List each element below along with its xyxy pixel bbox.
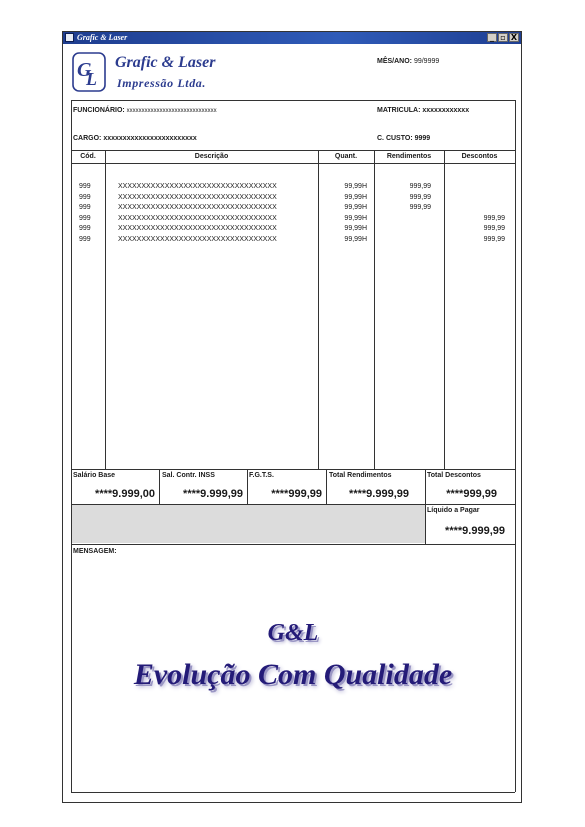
matricula-field	[377, 107, 469, 114]
funcionario-label: FUNCIONÁRIO:	[73, 107, 125, 114]
minimize-button[interactable]: _	[487, 33, 497, 42]
cell-desc: XXXXXXXXXXXXXXXXXXXXXXXXXXXXXXXXXX	[118, 214, 277, 222]
funcionario-value: xxxxxxxxxxxxxxxxxxxxxxxxxxxxxx	[126, 108, 217, 114]
slogan-brand: G&L	[267, 620, 319, 646]
cell-quant: 99,99H	[344, 225, 367, 232]
table-row	[63, 215, 507, 225]
cargo-label: CARGO:	[73, 135, 102, 142]
col-header-rendimentos: Rendimentos	[386, 153, 432, 160]
company-name: Grafic & Laser	[115, 54, 216, 71]
cell-desc: XXXXXXXXXXXXXXXXXXXXXXXXXXXXXXXXXX	[118, 235, 277, 243]
fgts-value: ****999,99	[271, 488, 322, 500]
title-bar[interactable]	[63, 32, 521, 44]
cell-cod: 999	[79, 193, 91, 201]
liquido-value: ****9.999,99	[445, 525, 505, 537]
table-row	[63, 225, 507, 235]
col-header-descontos: Descontos	[461, 153, 498, 160]
col-header-cod: Cód.	[80, 153, 96, 160]
cell-desc: XXXXXXXXXXXXXXXXXXXXXXXXXXXXXXXXXX	[118, 183, 277, 190]
mes-ano-field	[377, 58, 439, 65]
cell-desc-val: 999,99	[483, 235, 505, 243]
cell-cod: 999	[79, 183, 91, 190]
cell-cod: 999	[79, 204, 91, 211]
svg-text:G: G	[77, 59, 92, 81]
cell-quant: 99,99H	[344, 235, 367, 243]
cell-quant: 99,99H	[344, 183, 367, 190]
salario-base-label: Salário Base	[73, 472, 116, 479]
salario-base-value: ****9.999,00	[95, 488, 155, 500]
cell-cod: 999	[79, 214, 91, 222]
fgts-label: F.G.T.S.	[249, 472, 274, 479]
maximize-button[interactable]: ▫	[498, 33, 508, 42]
total-descontos-label: Total Descontos	[427, 472, 481, 479]
cell-cod: 999	[79, 235, 91, 243]
cell-rend: 999,99	[409, 183, 431, 190]
cell-rend: 999,99	[409, 204, 431, 211]
mes-ano-value: 99/9999	[413, 58, 440, 65]
cell-quant: 99,99H	[344, 193, 367, 201]
cell-rend: 999,99	[409, 193, 431, 201]
matricula-value: xxxxxxxxxxxx	[422, 107, 470, 114]
inss-label: Sal. Contr. INSS	[162, 472, 215, 479]
cell-desc-val: 999,99	[483, 214, 505, 222]
ccusto-field	[377, 135, 430, 142]
svg-text:L: L	[86, 69, 97, 89]
company-subtitle: Impressão Ltda.	[117, 76, 207, 90]
matricula-label: MATRICULA:	[377, 107, 421, 114]
ccusto-label: C. CUSTO:	[377, 135, 413, 142]
liquido-label: Líquido a Pagar	[427, 507, 480, 514]
ccusto-value: 9999	[414, 135, 431, 142]
cell-quant: 99,99H	[344, 214, 367, 222]
total-rendimentos-value: ****9.999,99	[349, 488, 409, 500]
col-header-descricao: Descrição	[194, 153, 229, 160]
cell-desc: XXXXXXXXXXXXXXXXXXXXXXXXXXXXXXXXXX	[118, 193, 277, 201]
col-header-quant: Quant.	[334, 153, 358, 160]
company-logo	[72, 52, 106, 92]
cell-desc: XXXXXXXXXXXXXXXXXXXXXXXXXXXXXXXXXX	[118, 204, 277, 211]
window-title: Grafic & Laser	[77, 33, 128, 42]
cargo-value: xxxxxxxxxxxxxxxxxxxxxxxx	[103, 135, 197, 142]
table-row	[63, 194, 507, 204]
cell-cod: 999	[79, 225, 91, 232]
cargo-field	[73, 135, 197, 142]
funcionario-field	[73, 107, 217, 114]
app-icon	[65, 33, 74, 42]
slogan-tagline: Evolução Com Qualidade	[133, 658, 453, 691]
table-row	[63, 236, 507, 246]
mes-ano-label: MÊS/ANO:	[377, 58, 412, 65]
total-descontos-value: ****999,99	[446, 488, 497, 500]
gray-fill-area	[72, 505, 425, 543]
payslip-window	[62, 31, 522, 803]
close-button[interactable]: X	[510, 33, 518, 42]
cell-desc: XXXXXXXXXXXXXXXXXXXXXXXXXXXXXXXXXX	[118, 225, 277, 232]
cell-desc-val: 999,99	[483, 225, 505, 232]
cell-quant: 99,99H	[344, 204, 367, 211]
total-rendimentos-label: Total Rendimentos	[329, 472, 392, 479]
table-row	[63, 183, 507, 193]
mensagem-label: MENSAGEM:	[73, 548, 117, 555]
table-row	[63, 204, 507, 214]
inss-value: ****9.999,99	[183, 488, 243, 500]
